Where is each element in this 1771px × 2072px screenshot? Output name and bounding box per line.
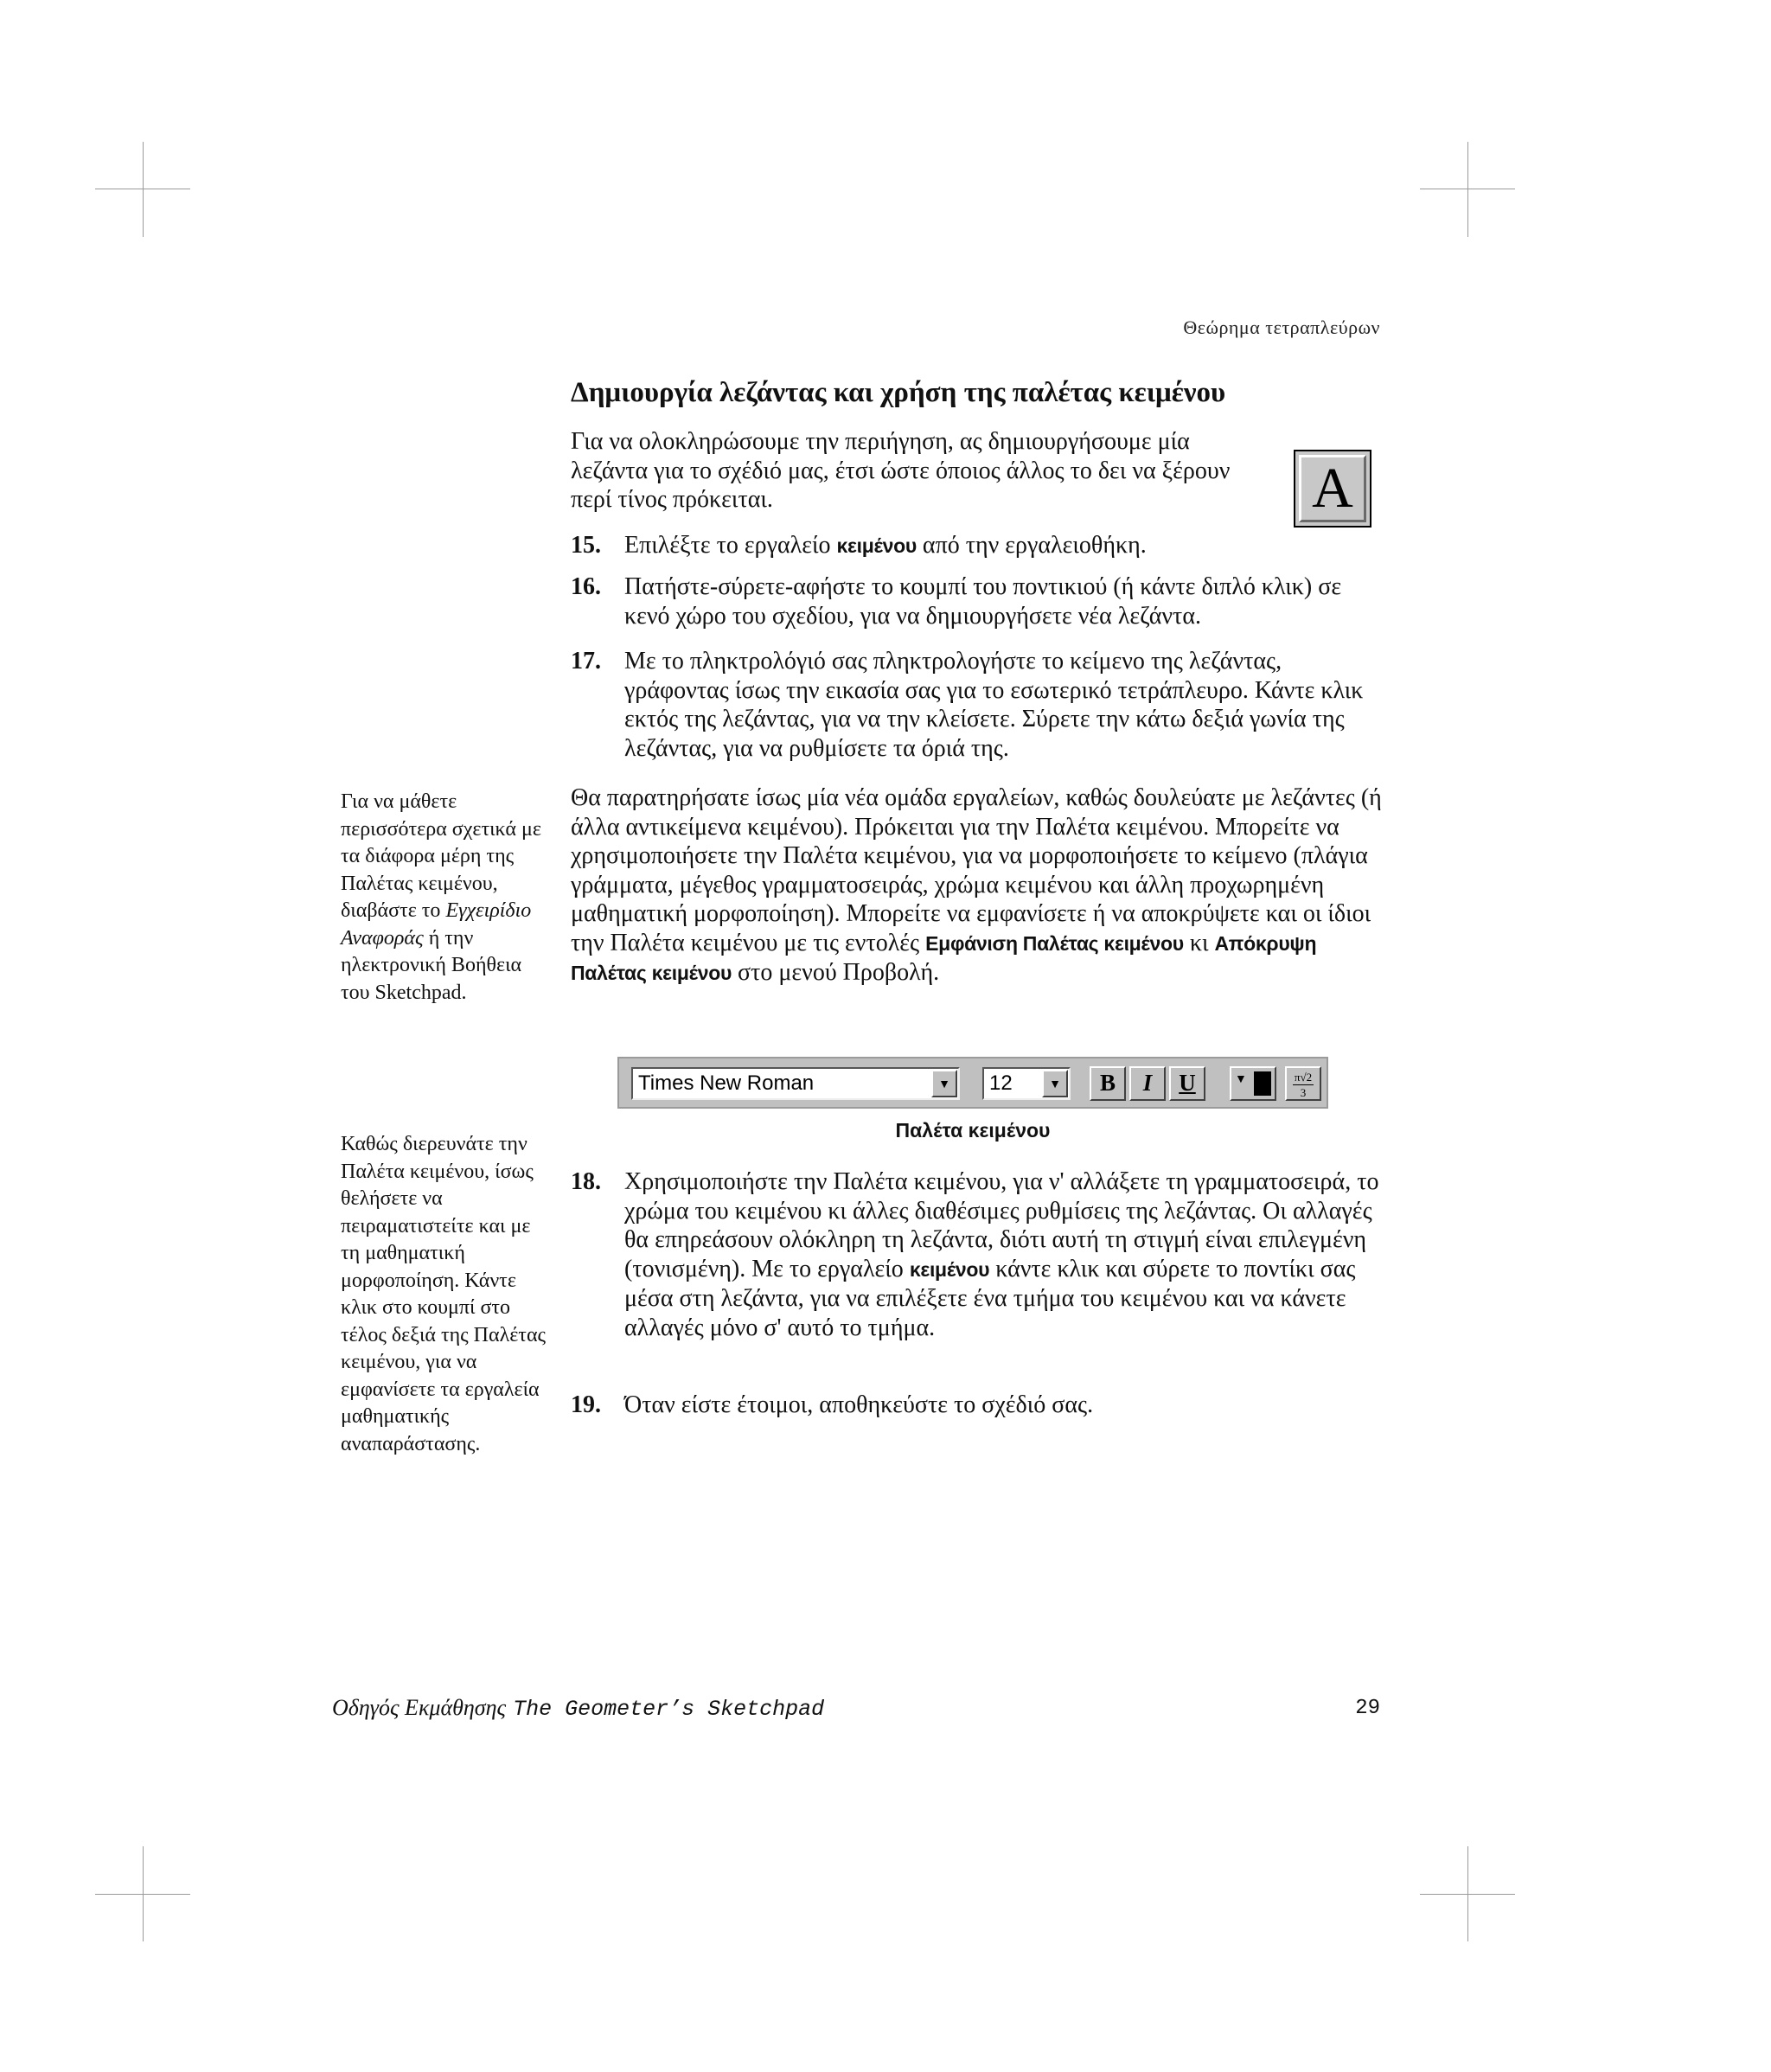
text-palette xyxy=(617,1057,1328,1109)
palette-caption: Παλέτα κειμένου xyxy=(895,1119,1051,1142)
running-head: Θεώρημα τετραπλεύρων xyxy=(1183,317,1380,338)
step-text: Όταν είστε έτοιμοι, αποθηκεύστε το σχέδιό σας. xyxy=(624,1391,1094,1418)
text-color-swatch xyxy=(1254,1071,1271,1096)
crop-mark xyxy=(143,1846,144,1941)
italic-button[interactable]: I xyxy=(1129,1066,1166,1101)
footer-title xyxy=(332,1695,824,1722)
step-18 xyxy=(571,1167,1384,1342)
step-19 xyxy=(571,1391,1384,1420)
font-select[interactable] xyxy=(631,1067,960,1100)
reference-manual-title: Εγχειρίδιο Αναφοράς xyxy=(341,899,532,950)
font-select-value: Times New Roman xyxy=(638,1071,815,1095)
section-title: Δημιουργία λεζάντας και χρήση της παλέτας κειμένου xyxy=(571,377,1226,408)
step-text: Με το πληκτρολόγιό σας πληκτρολογήστε το κείμενο της λεζάντας, γράφοντας ίσως την εικασία σας για το εσωτερικό τετράπλευρο. Κάντε κλικ εκτός της λεζάντας, για να την κλείσετε. Σύρετε την κάτω δεξιά γωνία της λεζάντας, για να ρυθμίσετε τα όριά της. xyxy=(624,648,1364,762)
footer-guide: Οδηγός Εκμάθησης xyxy=(332,1695,507,1720)
footer-product: The Geometer’s Sketchpad xyxy=(513,1697,825,1722)
step-number: 18. xyxy=(571,1168,601,1195)
math-format-button[interactable] xyxy=(1285,1066,1321,1101)
fraction-bar-icon xyxy=(1293,1084,1314,1085)
page-number: 29 xyxy=(1355,1697,1380,1720)
tool-name: κειμένου xyxy=(909,1257,990,1281)
intro-paragraph: Για να ολοκληρώσουμε την περιήγηση, ας δημιουργήσουμε μία λεζάντα για το σχέδιό μας, έτσι ώστε όποιος άλλος το δει να ξέρουν περί τίνος πρόκειται. xyxy=(571,428,1231,513)
crop-mark xyxy=(143,142,144,237)
step-number: 19. xyxy=(571,1391,601,1418)
text-tool-icon xyxy=(1294,450,1371,528)
step-15 xyxy=(571,531,1384,561)
math-format-icon-top: π√2 xyxy=(1294,1071,1313,1084)
text-color-button[interactable] xyxy=(1230,1066,1276,1101)
font-size-value: 12 xyxy=(989,1071,1013,1095)
size-dropdown-arrow-icon[interactable]: ▼ xyxy=(1042,1070,1068,1097)
sidenote-math-formatting: Καθώς διερευνάτε την Παλέτα κειμένου, ίσως θελήσετε να πειραματιστείτε και με τη μαθηματική μορφοποίηση. Κάντε κλικ στο κουμπί στο τέλος δεξιά της Παλέτας κειμένου, για να εμφανίσετε τα εργαλεία μαθηματικής αναπαράστασης. xyxy=(341,1133,547,1455)
step-number: 17. xyxy=(571,648,601,675)
tool-name: κειμένου xyxy=(836,534,917,557)
underline-button[interactable]: U xyxy=(1169,1066,1205,1101)
text-tool-letter: A xyxy=(1299,455,1366,522)
crop-mark xyxy=(1467,1846,1468,1941)
menu-command-show: Εμφάνιση Παλέτας κειμένου xyxy=(925,931,1184,955)
step-16 xyxy=(571,572,1384,630)
step-text: Επιλέξτε το εργαλείο κειμένου από την εργαλειοθήκη. xyxy=(624,532,1147,559)
color-dropdown-arrow-icon: ▼ xyxy=(1235,1073,1247,1086)
math-format-icon-bottom: 3 xyxy=(1300,1086,1307,1099)
step-17 xyxy=(571,647,1384,763)
font-dropdown-arrow-icon[interactable]: ▼ xyxy=(931,1070,957,1097)
crop-mark xyxy=(1467,142,1468,237)
palette-paragraph: Θα παρατηρήσατε ίσως μία νέα ομάδα εργαλείων, καθώς δουλεύατε με λεζάντες (ή άλλα αντικείμενα κειμένου). Πρόκειται για την Παλέτα κειμένου. Μπορείτε να χρησιμοποιήσετε την Παλέτα κειμένου, για να μορφοποιήσετε το κείμενο (πλάγια γράμματα, μέγεθος γραμματοσειράς, χρώμα κειμένου και άλλη προχωρημένη μαθηματική μορφοποίηση). Μπορείτε να εμφανίσετε ή να αποκρύψετε και οι ίδιοι την Παλέτα κειμένου με τις εντολές Εμφάνιση Παλέτας κειμένου κι Απόκρυψη Παλέτας κειμένου στο μενού Προβολή. xyxy=(571,784,1382,986)
step-text: Χρησιμοποιήστε την Παλέτα κειμένου, για ν' αλλάξετε τη γραμματοσειρά, το χρώμα του κειμένου κι άλλες διαθέσιμες ρυθμίσεις της λεζάντας. Οι αλλαγές θα επηρεάσουν ολόκληρη τη λεζάντα, διότι αυτή τη στιγμή είναι επιλεγμένη (τονισμένη). Με το εργαλείο κειμένου κάντε κλικ και σύρετε το ποντίκι σας μέσα στη λεζάντα, για να επιλέξετε ένα τμήμα του κειμένου και να κάνετε αλλαγές μόνο σ' αυτό το τμήμα. xyxy=(624,1168,1379,1341)
step-text: Πατήστε-σύρετε-αφήστε το κουμπί του ποντικιού (ή κάντε διπλό κλικ) σε κενό χώρο του σχεδίου, για να δημιουργήσετε νέα λεζάντα. xyxy=(624,573,1342,630)
font-size-select[interactable] xyxy=(982,1067,1071,1100)
menu-command-hide: Απόκρυψη Παλέτας κειμένου xyxy=(571,931,1317,984)
step-number: 16. xyxy=(571,573,601,600)
step-number: 15. xyxy=(571,532,601,559)
bold-button[interactable]: B xyxy=(1090,1066,1126,1101)
sidenote-reference: Για να μάθετε περισσότερα σχετικά με τα διάφορα μέρη της Παλέτας κειμένου, διαβάστε το Εγχειρίδιο Αναφοράς ή την ηλεκτρονική Βοήθεια του Sketchpad. xyxy=(341,790,541,1004)
